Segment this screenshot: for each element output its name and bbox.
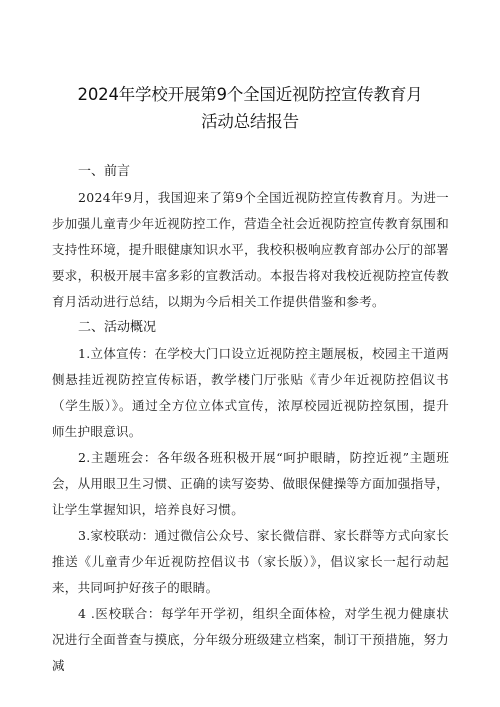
section-heading-overview: 二、活动概况 [78, 320, 157, 335]
overview-item-4: 4 .医校联合：每学年开学初，组织全面体检，对学生视力健康状况进行全面普查与摸底，分年级分班级建立档案，制订干预措施，努力减 [52, 606, 449, 673]
overview-item-1: 1.立体宣传：在学校大门口设立近视防控主题展板，校园主干道两侧悬挂近视防控宣传标语，教学楼门厅张贴《青少年近视防控倡议书（学生版）》。通过全方位立体式宣传，浓厚校园近视防控氛围，提升师生护眼意识。 [52, 346, 449, 439]
preface-paragraph: 2024年9月，我国迎来了第9个全国近视防控宣传教育月。为进一步加强儿童青少年近视防控工作，营造全社会近视防控宣传教育氛围和支持性环境，提升眼健康知识水平，我校积极响应教育部办公厅的部署要求，积极开展丰富多彩的宣教活动。本报告将对我校近视防控宣传教育月活动进行总结，以期为今后相关工作提供借鉴和参考。 [52, 190, 449, 309]
document-body [52, 159, 449, 679]
title-line-2: 活动总结报告 [201, 112, 299, 131]
overview-item-2: 2.主题班会：各年级各班积极开展“呵护眼睛，防控近视”主题班会，从用眼卫生习惯、正确的读写姿势、做眼保健操等方面加强指导，让学生掌握知识，培养良好习惯。 [52, 450, 449, 517]
document-title [0, 81, 500, 135]
overview-item-3: 3.家校联动：通过微信公众号、家长微信群、家长群等方式向家长推送《儿童青少年近视防控倡议书（家长版）》，倡议家长一起行动起来，共同呵护好孩子的眼睛。 [52, 528, 449, 595]
title-line-1: 2024年学校开展第9个全国近视防控宣传教育月 [77, 85, 423, 104]
section-heading-preface: 一、前言 [78, 164, 131, 179]
